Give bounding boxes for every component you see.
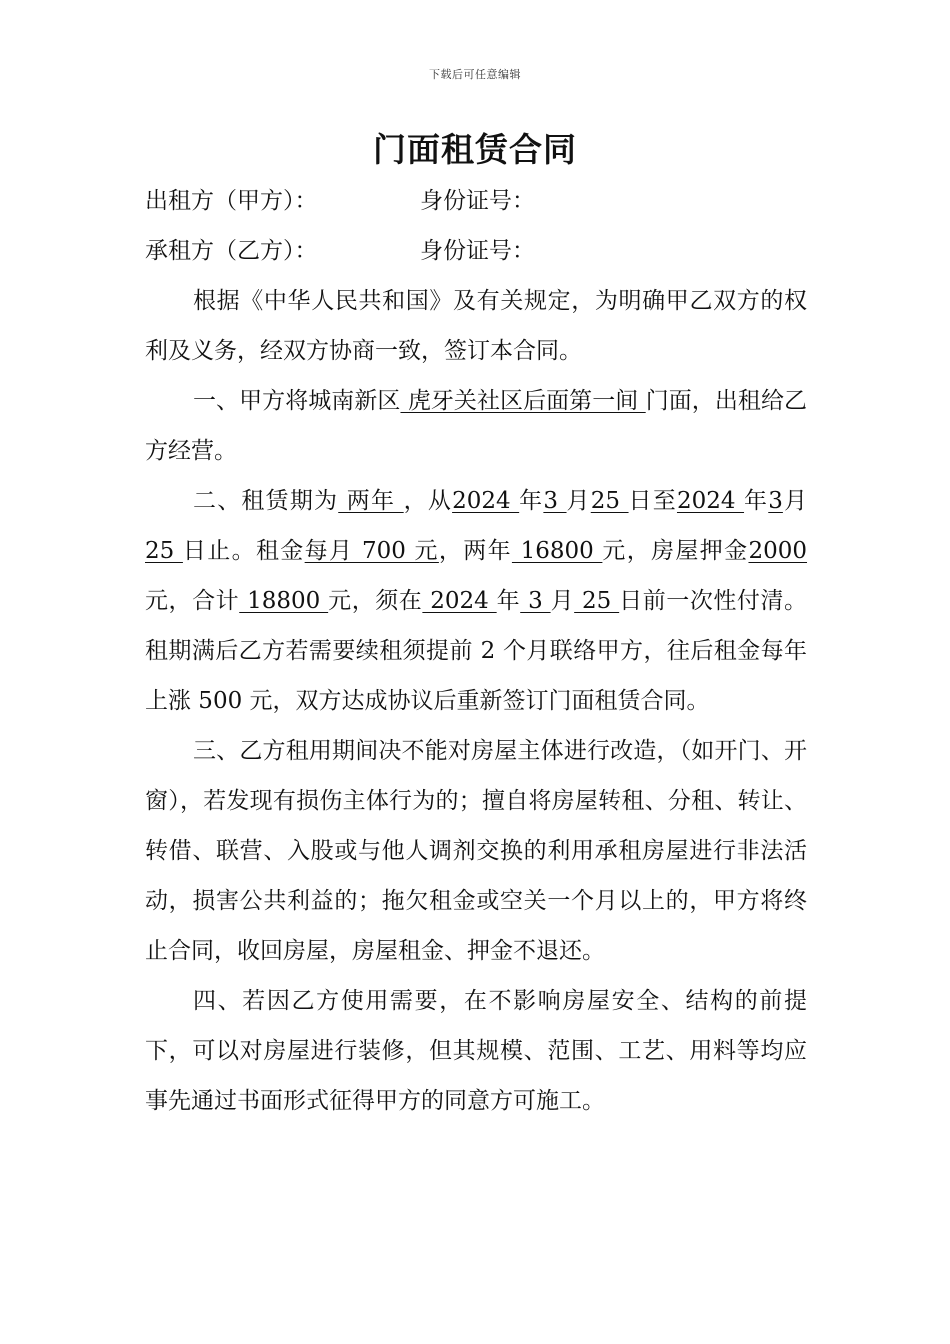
clause-4-paragraph: 四、若因乙方使用需要，在不影响房屋安全、结构的前提下，可以对房屋进行装修，但其规模、范围、工艺、用料等均应事先通过书面形式征得甲方的同意方可施工。: [145, 988, 807, 1114]
clause-2-text: ，从: [403, 488, 453, 514]
payment-year-field: 2024: [422, 588, 497, 614]
clause-2-text: 年: [744, 488, 769, 514]
clause-2-text: 元，须在: [328, 588, 423, 614]
grand-total-field: 18800: [239, 588, 329, 614]
preamble-paragraph: 根据《中华人民共和国》及有关规定，为明确甲乙双方的权利及义务，经双方协商一致，签订本合同。: [145, 288, 807, 364]
lessor-id-label: 身份证号：: [420, 188, 535, 214]
clause-2-text: 年: [519, 488, 544, 514]
total-rent-field: 16800: [511, 538, 603, 564]
start-year-field: 2024: [452, 488, 520, 514]
document-title: 门面租赁合同: [373, 130, 577, 169]
clause-1-paragraph: [145, 376, 807, 476]
clause-2-text: 月: [566, 488, 591, 514]
clause-2-text: 二、租赁期为: [193, 488, 339, 514]
deposit-field: 2000: [748, 538, 808, 564]
lessor-row: [145, 176, 807, 226]
lessee-id-label: 身份证号：: [420, 238, 535, 264]
shop-location-field: 虎牙关社区后面第一间: [400, 388, 646, 414]
lessee-row: [145, 226, 807, 276]
start-day-field: 25: [590, 488, 629, 514]
contract-body: [145, 176, 807, 1126]
payment-day-field: 25: [574, 588, 620, 614]
end-day-field: 25: [145, 538, 183, 564]
clause-1-text: 门面，出租给乙方经营。: [145, 388, 808, 464]
clause-2-text: ，两年: [438, 538, 512, 564]
lease-term-field: 两年: [338, 488, 404, 514]
header-note: 下载后可任意编辑: [429, 68, 521, 81]
clause-2-text: 月: [550, 588, 575, 614]
clause-2-text: 日止。租金: [182, 538, 305, 564]
clause-2-text: 元，合计: [145, 588, 240, 614]
clause-2-text: 日至: [628, 488, 677, 514]
clause-2-paragraph: [145, 476, 807, 726]
start-month-field: 3: [543, 488, 567, 514]
clause-1-text: 一、甲方将城南新区: [193, 388, 401, 414]
end-month-field: 3: [768, 488, 783, 514]
end-year-field: 2024: [676, 488, 745, 514]
lessor-label: 出租方（甲方）：: [145, 188, 318, 214]
monthly-rent-field: 每月 700 元: [304, 538, 439, 564]
clause-2-text: 日前一次性付清。租期满后乙方若需要续租须提前 2 个月联络甲方，往后租金每年上涨 500 元，双方达成协议后重新签订门面租赁合同。: [145, 588, 808, 714]
lessee-label: 承租方（乙方）：: [145, 238, 318, 264]
clause-2-text: 元，房屋押金: [602, 538, 749, 564]
payment-month-field: 3: [520, 588, 551, 614]
clause-3-paragraph: 三、乙方租用期间决不能对房屋主体进行改造，（如开门、开窗），若发现有损伤主体行为的；擅自将房屋转租、分租、转让、转借、联营、入股或与他人调剂交换的利用承租房屋进行非法活动，损害公共利益的；拖欠租金或空关一个月以上的，甲方将终止合同，收回房屋，房屋租金、押金不退还。: [145, 738, 807, 964]
clause-2-text: 月: [782, 488, 808, 514]
clause-2-text: 年: [496, 588, 521, 614]
